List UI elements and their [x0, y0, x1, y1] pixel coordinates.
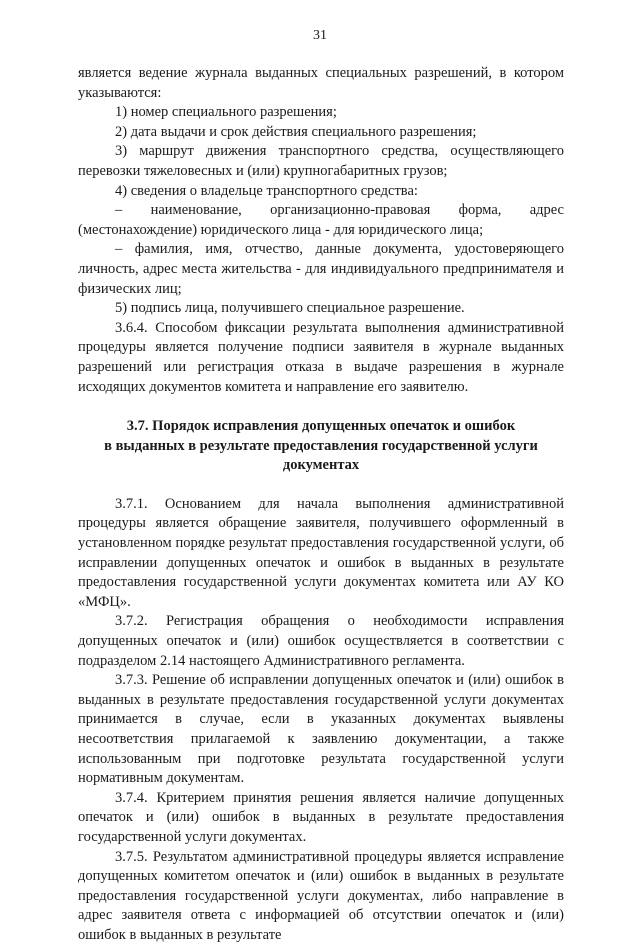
list-item-route: 3) маршрут движения транспортного средства, осуществляющего перевозки тяжеловесных и (или) крупногабаритных грузов;: [78, 143, 564, 179]
spacer: [78, 397, 564, 417]
section-heading-line-1: 3.7. Порядок исправления допущенных опечаток и ошибок: [126, 418, 516, 435]
paragraph-3-7-4: 3.7.4. Критерием принятия решения является наличие допущенных опечаток и (или) ошибок в выданных в результате предоставления государственной услуги документах.: [78, 789, 564, 845]
list-item-owner-info: 4) сведения о владельце транспортного средства:: [115, 182, 418, 199]
section-heading-line-2: в выданных в результате предоставления государственной услуги: [104, 437, 538, 454]
paragraph-3-7-2: 3.7.2. Регистрация обращения о необходимости исправления допущенных опечаток и (или) ошибок осуществляется в соответствии с подразделом 2.14 настоящего Административного регламента.: [78, 613, 564, 669]
paragraph-3-6-4: 3.6.4. Способом фиксации результата выполнения административной процедуры является получение подписи заявителя в журнале выданных разрешений или регистрация отказа в выдаче разрешения в журнале исходящих документов комитета и направление его заявителю.: [78, 319, 564, 395]
list-subitem-individual: – фамилия, имя, отчество, данные документа, удостоверяющего личность, адрес места жительства - для индивидуального предпринимателя и физических лиц;: [78, 241, 564, 297]
document-body: [78, 64, 564, 946]
page-number: 31: [313, 28, 327, 43]
paragraph-3-7-3: 3.7.3. Решение об исправлении допущенных опечаток и (или) ошибок в выданных в результате предоставления государственной услуги документах принимается в случае, если в указанных документах выявлены несоответствия прилагаемой к заявлению документации, а также использованным при подготовке результата государственной услуги нормативным документам.: [78, 672, 564, 787]
paragraph-journal-intro: является ведение журнала выданных специальных разрешений, в котором указываются:: [78, 65, 564, 101]
paragraph-3-7-1: 3.7.1. Основанием для начала выполнения административной процедуры является обращение заявителя, получившего оформленный в установленном порядке результат предоставления государственной услуги, об исправлении допущенных опечаток и ошибок в выданных в результате предоставления государственной услуги документах комитета или АУ КО «МФЦ».: [78, 495, 564, 610]
section-heading-line-3: документах: [282, 457, 360, 474]
spacer: [78, 476, 564, 495]
list-item-permit-number: 1) номер специального разрешения;: [115, 104, 337, 121]
list-item-issue-date: 2) дата выдачи и срок действия специального разрешения;: [115, 123, 477, 140]
list-item-signature: 5) подпись лица, получившего специальное разрешение.: [115, 300, 465, 317]
paragraph-3-7-5: 3.7.5. Результатом административной процедуры является исправление допущенных комитетом опечаток и (или) ошибок в выданных в результате предоставления государственной услуги документах, либо направление в адрес заявителя ответа с информацией об отсутствии опечаток и (или) ошибок в выданных в результате: [78, 848, 564, 943]
list-subitem-legal-entity: – наименование, организационно-правовая форма, адрес (местонахождение) юридического лица - для юридического лица;: [78, 202, 564, 238]
